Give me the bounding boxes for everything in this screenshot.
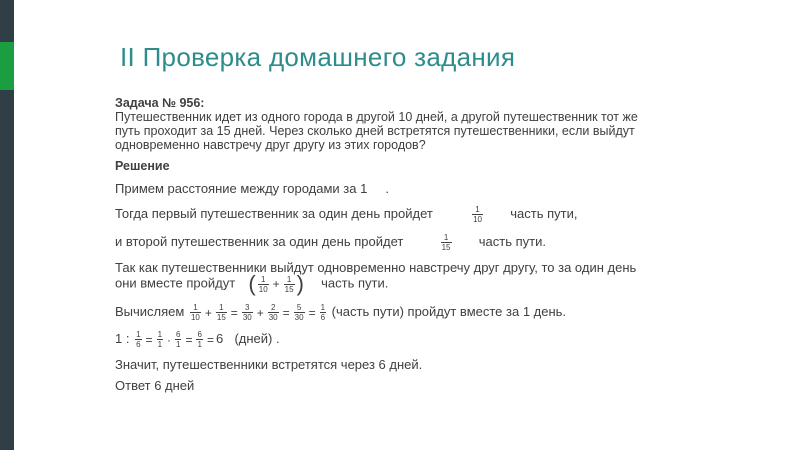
line1-text: Примем расстояние между городами за 1 [115, 181, 368, 196]
answer-line: Ответ 6 дней [115, 378, 195, 393]
fraction-1-15-b: $\frac{1}{15}$ [284, 274, 294, 294]
plus-sign: + [272, 277, 280, 291]
solution-line-4b [115, 271, 388, 297]
mult-dot: · [167, 332, 172, 347]
line3-text-b: часть пути. [478, 233, 546, 249]
line6-text-b: (дней) . [234, 330, 280, 346]
line6-text-a: 1 : [115, 330, 130, 346]
div-eq-3: = [206, 332, 214, 347]
left-decor-bar [0, 0, 14, 450]
calc-eq-3: = [308, 305, 316, 320]
solution-line-7: Значит, путешественники встретятся через 6 дней. [115, 357, 423, 372]
line4-text-b: они вместе пройдут [115, 275, 236, 291]
line4-text-c: часть пути. [321, 275, 389, 291]
div-frac-1-1: $\frac{1}{1}$ [157, 330, 163, 349]
solution-heading: Решение [115, 159, 170, 173]
task-line-2: путь проходит за 15 дней. Через сколько дней встретятся путешественники, если выйдут [115, 124, 635, 138]
solution-line-1 [115, 181, 389, 196]
solution-line-4a: Так как путешественники выйдут одновременно навстречу друг другу, то за один день [115, 260, 637, 275]
div-frac-1-6: $\frac{1}{6}$ [136, 330, 141, 349]
calc-plus-2: + [256, 305, 264, 320]
fraction-1-10: $\frac{1}{10}$ [473, 205, 482, 224]
line1-period: . [385, 181, 389, 196]
solution-line-3 [115, 233, 546, 252]
calc-frac-1-10: $\frac{1}{10}$ [190, 303, 200, 322]
decor-band-top [0, 0, 14, 42]
line3-text-a: и второй путешественник за один день пройдет [115, 233, 404, 249]
paren-right: ) [296, 271, 304, 296]
div-eq-2: = [185, 332, 193, 347]
task-heading: Задача № 956: [115, 96, 205, 110]
calc-frac-1-15: $\frac{1}{15}$ [216, 303, 226, 322]
div-frac-6-1-b: $\frac{6}{1}$ [197, 330, 202, 349]
calc-eq-2: = [282, 305, 290, 320]
decor-band-bottom [0, 90, 14, 450]
div-frac-6-1: $\frac{6}{1}$ [176, 330, 181, 349]
line5-text-a: Вычисляем [115, 303, 185, 319]
div-eq-1: = [145, 332, 153, 347]
solution-line-2 [115, 205, 577, 224]
fraction-1-15: $\frac{1}{15}$ [441, 233, 451, 252]
decor-accent-green [0, 42, 14, 90]
fraction-1-10-b: $\frac{1}{10}$ [258, 274, 268, 294]
line5-text-b: (часть пути) пройдут вместе за 1 день. [331, 303, 567, 319]
slide-title: II Проверка домашнего задания [120, 42, 516, 72]
calc-frac-1-6: $\frac{1}{6}$ [320, 303, 326, 322]
calc-frac-2-30: $\frac{2}{30}$ [268, 303, 278, 322]
solution-line-5 [115, 303, 566, 322]
result-six: 6 [215, 330, 224, 346]
line2-text-a: Тогда первый путешественник за один день пройдет [115, 205, 433, 221]
calc-eq-1: = [230, 305, 238, 320]
calc-frac-3-30: $\frac{3}{30}$ [242, 303, 252, 322]
calc-frac-5-30: $\frac{5}{30}$ [294, 303, 304, 322]
task-line-1: Путешественник идет из одного города в другой 10 дней, а другой путешественник тот же [115, 110, 638, 124]
task-line-3: одновременно навстречу друг другу из этих городов? [115, 138, 426, 152]
calc-plus: + [204, 305, 212, 320]
line2-text-b: часть пути, [510, 205, 578, 221]
paren-left: ( [248, 271, 256, 296]
solution-line-6 [115, 330, 280, 349]
